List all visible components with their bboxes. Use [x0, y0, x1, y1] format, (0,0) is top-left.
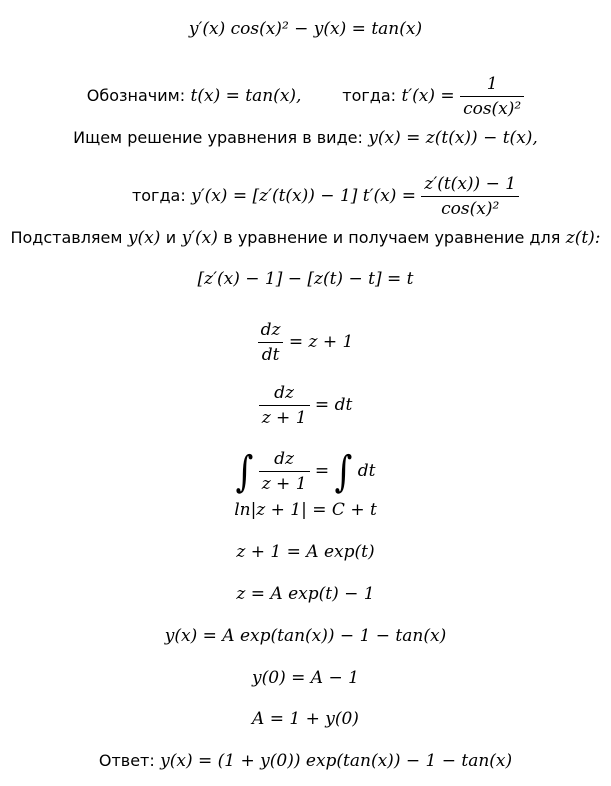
then2-fraction [421, 174, 519, 219]
equation-y0 [0, 668, 611, 688]
then2-label: тогда: [131, 186, 186, 205]
equation-separated [0, 383, 611, 428]
integral-equals: = [314, 461, 330, 481]
integral-sign-right: ∫ [334, 446, 353, 497]
subst-math-2: y′(x) [181, 228, 218, 248]
then-label: тогда: [342, 86, 397, 105]
solution-form [0, 128, 611, 148]
dzdt-denominator: dt [258, 342, 284, 365]
equation-exp [0, 542, 611, 562]
equation-A [0, 709, 611, 729]
answer-expression: y(x) = (1 + y(0)) exp(tan(x)) − 1 − tan(x) [160, 751, 513, 771]
integral-fraction [259, 449, 310, 494]
equation-original-text: y′(x) cos(x)² − y(x) = tan(x) [188, 19, 423, 39]
separated-denominator: z + 1 [259, 405, 310, 428]
equation-integral [0, 446, 611, 497]
then2-expression: y′(x) = [z′(t(x)) − 1] t′(x) = [191, 186, 416, 206]
denote-label: Обозначим: [86, 86, 186, 105]
subst-text-3: в уравнение и получаем уравнение для [223, 228, 561, 247]
seek-expression: y(x) = z(t(x)) − t(x), [368, 128, 538, 148]
integral-sign-left: ∫ [235, 446, 254, 497]
integral-numerator: dz [274, 449, 295, 469]
equation-original [0, 19, 611, 39]
subst-math-3: z(t): [565, 228, 601, 248]
equation-z [0, 584, 611, 604]
seek-label: Ищем решение уравнения в виде: [73, 128, 363, 147]
subst-text-2: и [165, 228, 177, 247]
equation-exp-text: z + 1 = A exp(t) [236, 542, 375, 562]
then2-numerator: z′(t(x)) − 1 [424, 174, 517, 194]
equation-brackets [0, 269, 611, 289]
subst-text-1: Подставляем [10, 228, 123, 247]
dzdt-numerator: dz [260, 320, 281, 340]
answer-label: Ответ: [98, 751, 155, 770]
substitution-definition [0, 74, 611, 119]
equation-y [0, 626, 611, 646]
then2-denominator: cos(x)² [421, 196, 519, 219]
derivative-of-y [0, 174, 611, 219]
integral-denominator: z + 1 [259, 471, 310, 494]
substitution-sentence [0, 228, 611, 248]
derivative-denominator: cos(x)² [460, 96, 524, 119]
integral-rhs: dt [357, 461, 376, 481]
equation-z-text: z = A exp(t) − 1 [236, 584, 375, 604]
separated-fraction [259, 383, 310, 428]
equation-y0-text: y(0) = A − 1 [252, 668, 359, 688]
equation-ln [0, 500, 611, 520]
denote-expression: t(x) = tan(x), [190, 86, 302, 106]
derivative-expression: t′(x) = [401, 86, 455, 106]
derivative-numerator: 1 [486, 74, 498, 94]
dzdt-fraction [258, 320, 284, 365]
equation-A-text: A = 1 + y(0) [252, 709, 359, 729]
separated-numerator: dz [274, 383, 295, 403]
derivative-fraction [460, 74, 524, 119]
equation-brackets-text: [z′(x) − 1] − [z(t) − t] = t [197, 269, 414, 289]
dzdt-rhs: = z + 1 [288, 332, 354, 352]
equation-dzdt [0, 320, 611, 365]
equation-y-text: y(x) = A exp(tan(x)) − 1 − tan(x) [164, 626, 447, 646]
separated-rhs: = dt [314, 395, 353, 415]
subst-math-1: y(x) [127, 228, 161, 248]
equation-ln-text: ln|z + 1| = C + t [234, 500, 377, 520]
answer [0, 751, 611, 771]
